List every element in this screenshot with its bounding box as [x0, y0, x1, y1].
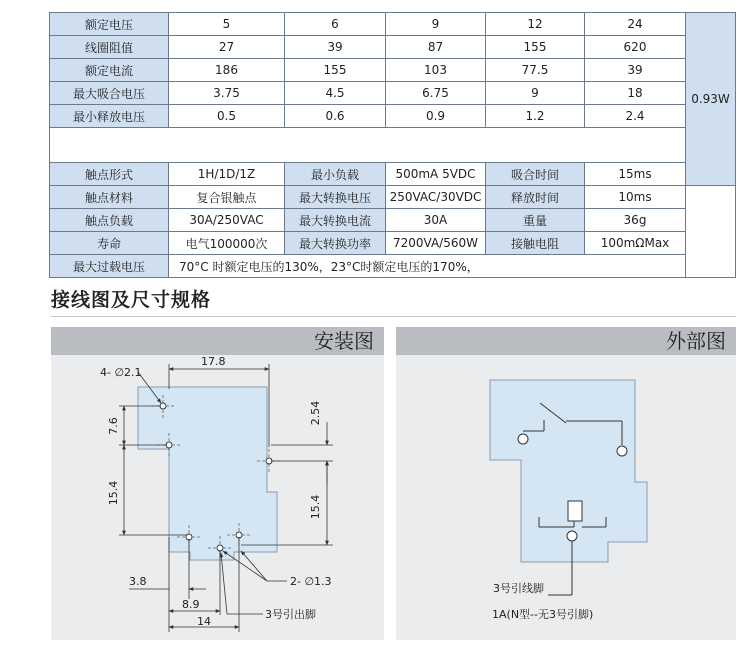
- exterior-drawing: [396, 327, 736, 640]
- d-8-9-dimension-label: 8.9: [182, 598, 200, 611]
- cell: 87: [386, 36, 486, 59]
- cell: 复合银触点: [169, 186, 285, 209]
- coil-power-cell: 0.93W: [686, 13, 736, 186]
- cell: 10ms: [585, 186, 686, 209]
- right-15-4-dimension-label: 15.4: [309, 494, 322, 520]
- cell: 6: [285, 13, 386, 36]
- pins-dimension-label: 2- ∅1.3: [290, 575, 332, 588]
- row-label: 触点负载: [50, 209, 169, 232]
- row-label: 最小释放电压: [50, 105, 169, 128]
- blank-cell: [50, 128, 686, 163]
- cell: 77.5: [486, 59, 585, 82]
- row-label: 吸合时间: [486, 163, 585, 186]
- cell: 1.2: [486, 105, 585, 128]
- cell: 30A/250VAC: [169, 209, 285, 232]
- cell: 24: [585, 13, 686, 36]
- coil-row-min-release-voltage: [50, 105, 736, 128]
- overload-row: [50, 255, 736, 278]
- cell: 155: [486, 36, 585, 59]
- cell: 100mΩMax: [585, 232, 686, 255]
- d-14-dimension-label: 14: [197, 615, 211, 628]
- terminal-icon: [518, 434, 528, 444]
- cell: 0.9: [386, 105, 486, 128]
- coil-icon: [568, 501, 582, 521]
- cell: 39: [585, 59, 686, 82]
- coil-row-coil-resistance: [50, 36, 736, 59]
- spec-table: [49, 12, 736, 278]
- contact-row-form: [50, 163, 736, 186]
- relay-footprint-outline: [138, 387, 277, 560]
- exterior-panel-header: [396, 327, 736, 355]
- cell: 620: [585, 36, 686, 59]
- holes-dimension-label: 4- ∅2.1: [100, 366, 142, 379]
- cell: 250VAC/30VDC: [386, 186, 486, 209]
- coil-row-rated-current: [50, 59, 736, 82]
- cell: 0.6: [285, 105, 386, 128]
- install-panel-header: [51, 327, 384, 355]
- row-label: 接触电阻: [486, 232, 585, 255]
- cell: 36g: [585, 209, 686, 232]
- exterior-drawing-panel: [396, 327, 736, 640]
- cell: 4.5: [285, 82, 386, 105]
- row-label: 释放时间: [486, 186, 585, 209]
- pin3-note-label: 3号引出脚: [265, 608, 316, 621]
- cell: 电气100000次: [169, 232, 285, 255]
- d-3-8-dimension-label: 3.8: [129, 575, 147, 588]
- row-label: 最大转换电流: [285, 209, 386, 232]
- exterior-panel-title: 外部图: [666, 329, 726, 353]
- cell: 27: [169, 36, 285, 59]
- row-label: 最大转换电压: [285, 186, 386, 209]
- cell: 15ms: [585, 163, 686, 186]
- section-divider: [51, 316, 736, 317]
- left-7-6-dimension-label: 7.6: [107, 417, 120, 435]
- cell: 39: [285, 36, 386, 59]
- cell: 12: [486, 13, 585, 36]
- cell: 6.75: [386, 82, 486, 105]
- row-label: 额定电压: [50, 13, 169, 36]
- row-label: 重量: [486, 209, 585, 232]
- cell: 3.75: [169, 82, 285, 105]
- row-label: 最大转换功率: [285, 232, 386, 255]
- cell: 0.5: [169, 105, 285, 128]
- row-label: 寿命: [50, 232, 169, 255]
- cell: 1H/1D/1Z: [169, 163, 285, 186]
- n-type-note: 1A(N型--无3号引脚): [492, 608, 594, 621]
- contact-row-life: [50, 232, 736, 255]
- row-label: 最大吸合电压: [50, 82, 169, 105]
- cell: 2.4: [585, 105, 686, 128]
- contact-row-load: [50, 209, 736, 232]
- cell: 7200VA/560W: [386, 232, 486, 255]
- contact-row-material: [50, 186, 736, 209]
- install-panel-title: 安装图: [314, 329, 374, 353]
- row-label: 线圈阻值: [50, 36, 169, 59]
- top-width-dimension-label: 17.8: [201, 355, 226, 368]
- row-label: 额定电流: [50, 59, 169, 82]
- cell: 9: [386, 13, 486, 36]
- blank-separator-row: [50, 128, 736, 163]
- overload-value: 70°C 时额定电压的130%，23°C时额定电压的170%，: [169, 255, 686, 278]
- cell: 103: [386, 59, 486, 82]
- install-drawing-panel: [51, 327, 384, 640]
- row-label: 触点材料: [50, 186, 169, 209]
- cell: 5: [169, 13, 285, 36]
- left-15-4-dimension-label: 15.4: [107, 480, 120, 506]
- coil-row-max-pickup-voltage: [50, 82, 736, 105]
- row-label: 最小负载: [285, 163, 386, 186]
- cell: 186: [169, 59, 285, 82]
- cell: 9: [486, 82, 585, 105]
- cell: 30A: [386, 209, 486, 232]
- row-label: 触点形式: [50, 163, 169, 186]
- section-title: 接线图及尺寸规格: [51, 289, 212, 311]
- pin3-wire-label: 3号引线脚: [493, 582, 544, 595]
- row-label: 最大过载电压: [50, 255, 169, 278]
- blank-cell: [686, 186, 736, 278]
- cell: 155: [285, 59, 386, 82]
- cell: 500mA 5VDC: [386, 163, 486, 186]
- coil-row-rated-voltage: [50, 13, 736, 36]
- terminal-icon: [567, 531, 577, 541]
- terminal-icon: [617, 446, 627, 456]
- right-2-54-dimension-label: 2.54: [309, 400, 322, 426]
- install-drawing: [51, 327, 384, 640]
- cell: 18: [585, 82, 686, 105]
